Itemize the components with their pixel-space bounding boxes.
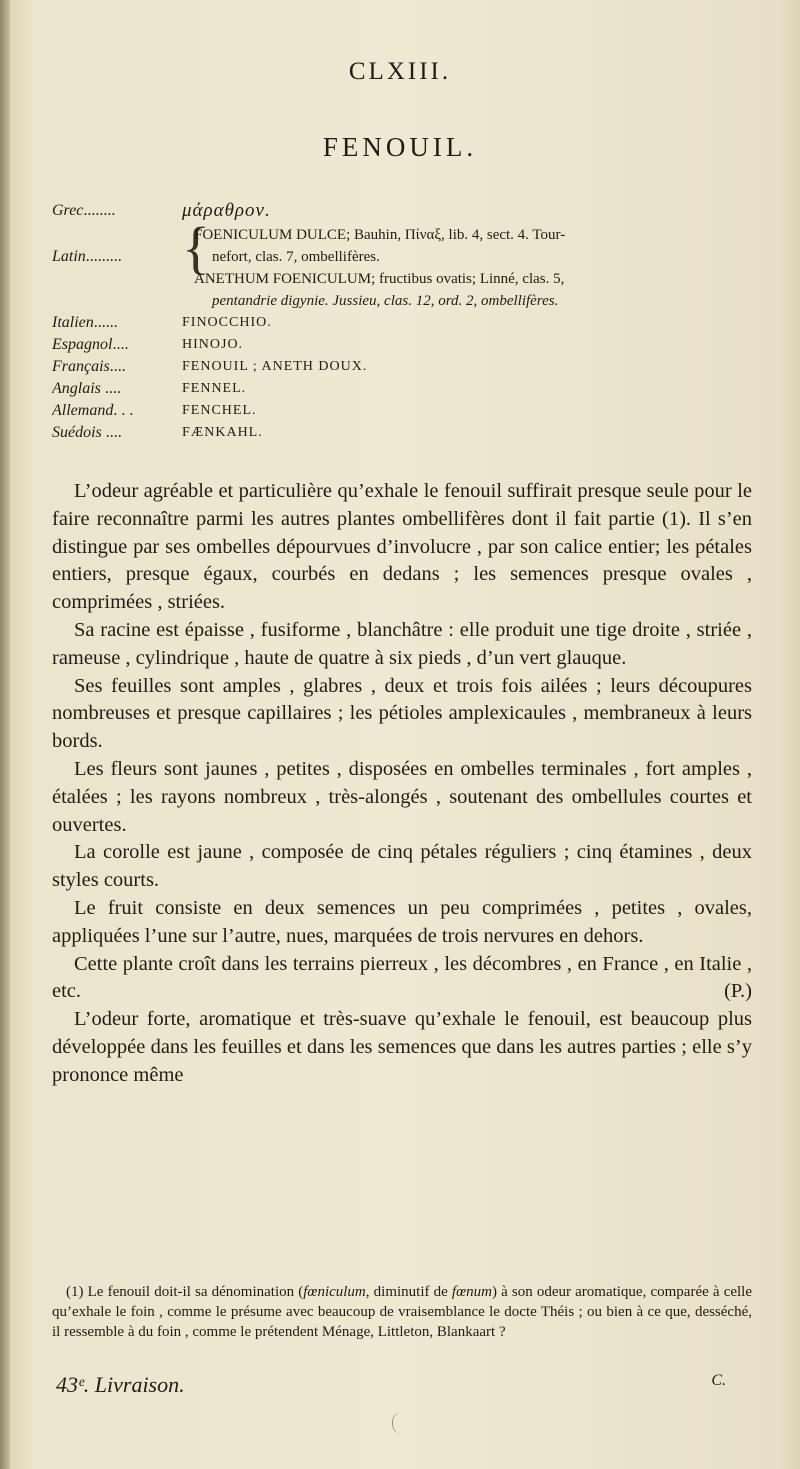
paragraph: La corolle est jaune , composée de cinq pétales réguliers ; cinq étamines , deux styles courts. <box>52 841 752 892</box>
latin-line: ANETHUM FOENICULUM; fructibus ovatis; Linné, clas. 5, <box>194 271 565 287</box>
name-row-greek: Grec........ μάραθρον. <box>52 200 271 221</box>
name-value: FÆNKAHL. <box>182 425 263 440</box>
name-row-suedois: Suédois .... FÆNKAHL. <box>52 422 772 444</box>
lang-label: Latin <box>52 248 86 265</box>
lang-label: Suédois <box>52 424 102 441</box>
body-text <box>52 478 752 1090</box>
lang-label: Grec <box>52 202 84 219</box>
name-value: μάραθρον. <box>182 200 271 221</box>
name-row-italien: Italien...... FINOCCHIO. <box>52 312 772 334</box>
page-number: CLXIII. <box>348 58 452 85</box>
names-table <box>52 200 772 444</box>
name-value: HINOJO. <box>182 337 244 352</box>
printer-mark <box>392 1412 403 1434</box>
latin-line: FOENICULUM DULCE; Bauhin, Πίναξ, lib. 4, sect. 4. Tour- <box>194 227 566 243</box>
name-row-espagnol: Espagnol.... HINOJO. <box>52 334 772 356</box>
name-value: FENNEL. <box>182 381 247 396</box>
lang-label: Anglais <box>52 380 101 397</box>
paragraph: Sa racine est épaisse , fusiforme , blanchâtre : elle produit une tige droite , striée , rameuse , cylindrique , haute de quatre à six pieds , d’un vert glauque. <box>52 618 752 669</box>
latin-line: nefort, clas. 7, ombellifères. <box>212 249 380 265</box>
latin-line: pentandrie digynie. Jussieu, clas. 12, ord. 2, ombellifères. <box>212 293 559 309</box>
footnote-term: fœniculum <box>303 1284 366 1300</box>
author-initial: (P.) <box>724 980 752 1003</box>
footnote-text: , diminutif de <box>365 1284 452 1300</box>
lang-label: Français <box>52 358 110 375</box>
footnote <box>52 1282 752 1342</box>
paragraph-signed <box>52 951 752 1007</box>
binding-edge <box>0 0 10 1469</box>
name-row-anglais: Anglais .... FENNEL. <box>52 378 772 400</box>
footnote-term: fœnum <box>451 1284 492 1300</box>
lang-label: Espagnol <box>52 336 113 353</box>
footnote-text: Le fenouil doit-il sa dénomination ( <box>87 1284 304 1300</box>
footnote-marker: (1) <box>66 1284 84 1300</box>
name-value: FENCHEL. <box>182 403 257 418</box>
paragraph: Les fleurs sont jaunes , petites , disposées en ombelles terminales , fort amples , étalées ; les rayons nombreux , très-alongés , soutenant des ombellules courtes et ouvertes. <box>52 757 752 836</box>
name-value: FENOUIL ; ANETH DOUX. <box>182 359 368 374</box>
name-value: FINOCCHIO. <box>182 315 272 330</box>
paragraph: Le fruit consiste en deux semences un peu comprimées , petites , ovales, appliquées l’une sur l’autre, nues, marquées de trois nervures en dehors. <box>52 896 752 947</box>
paragraph-text: Cette plante croît dans les terrains pierreux , les décombres , en France , en Italie , etc. <box>52 952 752 1003</box>
page-footer <box>56 1372 726 1398</box>
paragraph: L’odeur forte, aromatique et très-suave qu’exhale le fenouil, est beaucoup plus développée dans les feuilles et dans les semences que dans les autres parties ; elle s’y prononce même <box>52 1008 752 1086</box>
name-row-allemand: Allemand. . . FENCHEL. <box>52 400 772 422</box>
paragraph: Ses feuilles sont amples , glabres , deux et trois fois ailées ; leurs découpures nombreuses et presque capillaires ; les pétioles amplexicaules , membraneux à leurs bords. <box>52 674 752 753</box>
name-row-latin: Latin......... { FOENICULUM DULCE; Bauhin, Πίναξ, lib. 4, sect. 4. Tour- nefort, clas. 7, ombellifères. ANETHUM FOENICULUM; fructibus ovatis; Linné, clas. 5, pentandrie digynie. Jussieu, clas. 12, ord. 2, ombellifères. <box>52 224 772 312</box>
page-title: FENOUIL. <box>322 132 478 162</box>
paragraph: L’odeur agréable et particulière qu’exhale le fenouil suffirait presque seule pour le faire reconnaître parmi les autres plantes ombellifères dont il fait partie (1). Il s’en distingue par ses ombelles dépourvues d’involucre , par son calice entier; les pétales entiers, presque égaux, courbés en dedans ; les semences presque ovales , comprimées , striées. <box>52 480 752 614</box>
lang-label: Allemand <box>52 402 114 419</box>
footnote-text: ) à son odeur aromatique, comparée à celle qu’exhale le foin , comme le présume avec beaucoup de vraisemblance le docte Théis ; ou bien à ce que, desséché, il ressemble à du foin , comme le prétendent Ménage, Littleton, Blankaart ? <box>52 1284 753 1340</box>
name-row-francais: Français.... FENOUIL ; ANETH DOUX. <box>52 356 772 378</box>
latin-names <box>194 224 565 312</box>
signature-mark: C. <box>711 1372 726 1389</box>
brace: { <box>182 215 210 280</box>
lang-label: Italien <box>52 314 94 331</box>
livraison-label: 43ᵉ. Livraison. <box>56 1372 185 1397</box>
